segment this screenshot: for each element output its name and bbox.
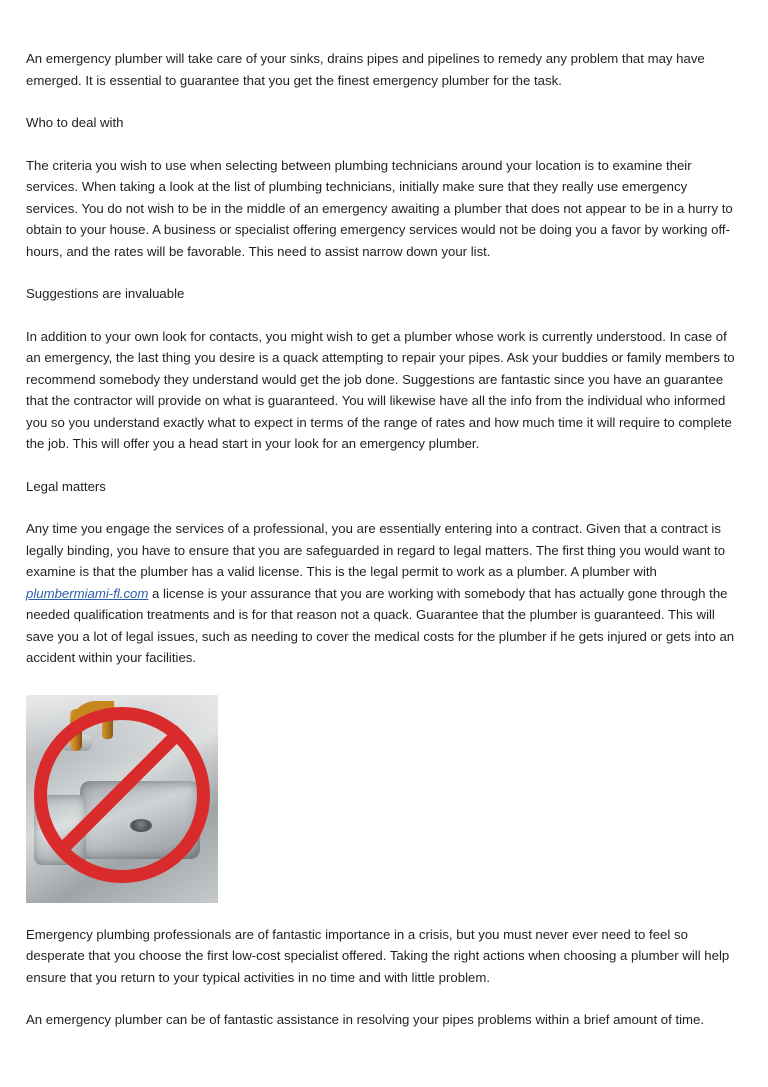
paragraph-spacer [26,134,742,155]
suggestions-paragraph: In addition to your own look for contacts, you might wish to get a plumber whose work is currently understood. In case of an emergency, the last thing you desire is a quack attempting to repair your pipes. Ask your buddies or family members to recommend somebody they understand would get the job done. Suggestions are fantastic since you have an guarantee that the contractor will provide on what is guaranteed. You will likewise have all the info from the individual who informed you so you understand exactly what to expect in terms of the range of rates and how much time it will require to complete the job. This will offer you a head start in your look for an emergency plumber. [26,328,735,451]
article-body [26,48,742,1031]
legal-text-part-2: a license is your assurance that you are working with somebody that has actually gone through the needed qualification treatments and is for that reason not a quack. Guarantee that the plumber is guaranteed. This will save you a lot of legal issues, such as needing to cover the medical costs for the plumber if he gets injured or gets into an accident within your facilities. [26,585,735,665]
paragraph-spacer [26,91,742,112]
paragraph-spacer [26,497,742,518]
closing-paragraph-2: An emergency plumber can be of fantastic assistance in resolving your pipes problems within a brief amount of time. [26,1012,705,1027]
plumbermiami-link[interactable]: plumbermiami-fl.com [26,585,149,601]
legal-matters-paragraph [26,518,742,669]
paragraph-spacer [26,455,742,476]
legal-text-part-1: Any time you engage the services of a professional, you are essentially entering into a contract. Given that a contract is legally binding, you have to ensure that you are safeguarded in regard to legal matters. The first thing you would want to examine is that the plumber has a valid license. This is the legal permit to work as a plumber. A plumber with [26,521,726,579]
who-to-deal-with-paragraph: The criteria you wish to use when selecting between plumbing technicians around your location is to examine their services. When taking a look at the list of plumbing technicians, initially make sure that they really use emergency services. You do not wish to be in the middle of an emergency awaiting a plumber that does not appear to be in a hurry to obtain to your house. A business or specialist offering emergency services would not be doing you a favor by working off-hours, and the rates will be favorable. This need to assist narrow down your list. [26,157,733,259]
heading-suggestions: Suggestions are invaluable [26,286,185,301]
no-plumbing-sink-image [26,695,218,903]
paragraph-spacer [26,903,742,924]
heading-legal-matters: Legal matters [26,478,106,494]
paragraph-spacer [26,262,742,283]
paragraph-spacer [26,988,742,1009]
intro-paragraph: An emergency plumber will take care of your sinks, drains pipes and pipelines to remedy any problem that may have emerged. It is essential to guarantee that you get the finest emergency plumber for the task. [26,51,705,88]
heading-who-to-deal-with: Who to deal with [26,115,124,130]
closing-paragraph-1: Emergency plumbing professionals are of fantastic importance in a crisis, but you must never ever need to feel so desperate that you choose the first low-cost specialist offered. Taking the right actions when choosing a plumber will help ensure that you return to your typical activities in no time and with little problem. [26,926,730,985]
paragraph-spacer [26,305,742,326]
